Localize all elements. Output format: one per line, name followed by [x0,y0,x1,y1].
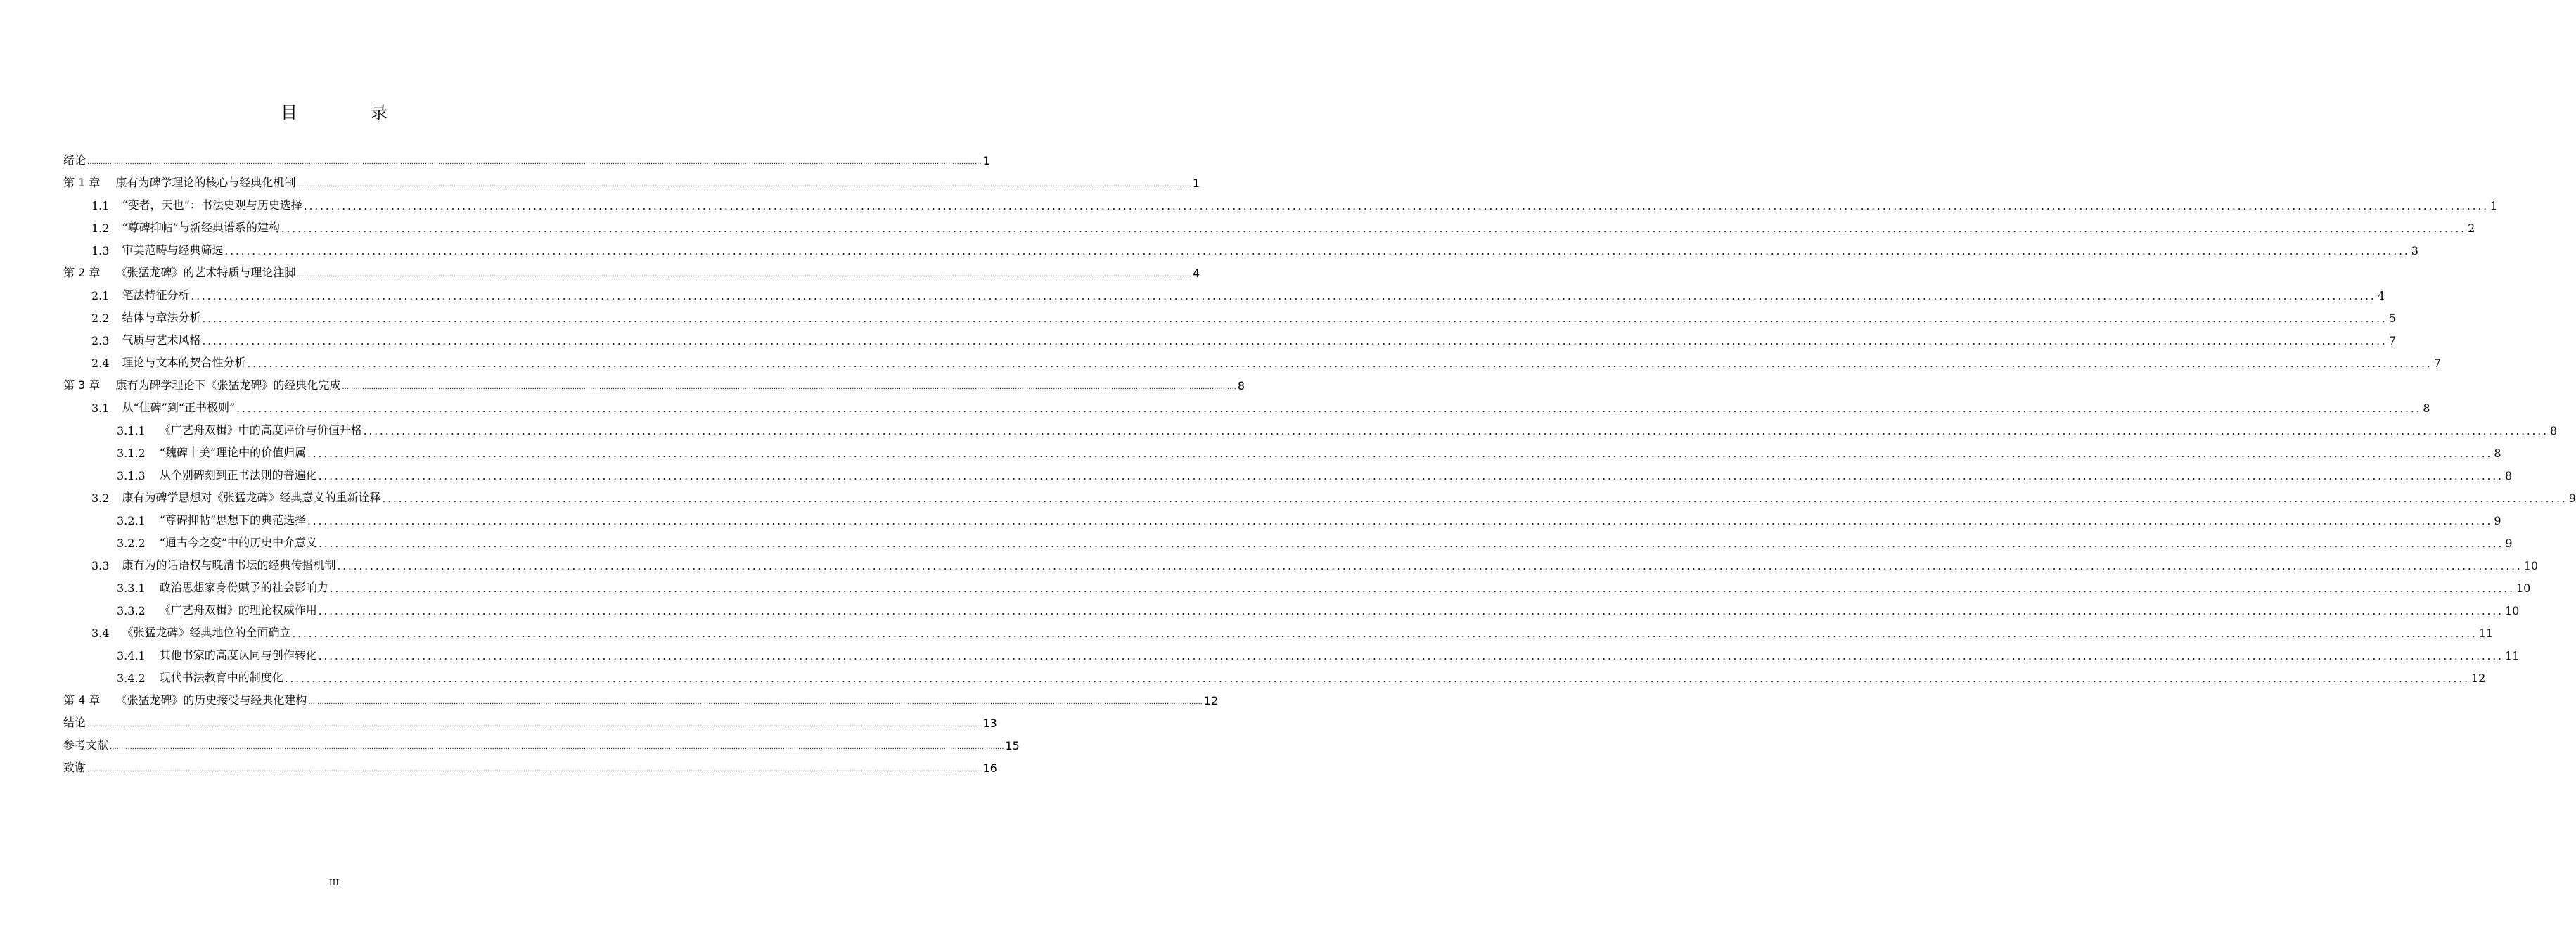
toc-entry-page: 8 [2494,446,2501,460]
toc-entry[interactable] [63,215,2475,238]
toc-entry[interactable] [63,238,2418,260]
toc-entry-number: 3.2.2 [117,536,146,550]
toc-entry-title: 康有为的话语权与晚清书坛的经典传播机制 [122,558,336,572]
toc-entry[interactable] [63,710,997,733]
toc-entry-title: “变者，天也”：书法史观与历史选择 [122,198,302,212]
toc-entry-page: 5 [2388,311,2396,325]
toc-entry-page: 3 [2411,244,2418,257]
toc-entry-number: 1.1 [91,199,110,212]
toc-entry-number: 3.3 [91,559,110,572]
toc-entry[interactable] [63,395,2430,418]
toc-entry-page: 9 [2494,514,2501,527]
toc-entry-page: 1 [2490,199,2498,212]
toc-entry-title: “通古今之变”中的历史中介意义 [159,536,318,549]
toc-entry[interactable] [63,170,1200,193]
dot-leader: ................................................................................................................................................................................................................................................................................................................................................................................................................ [318,650,2504,662]
toc-entry[interactable] [63,305,2396,328]
toc-entry-title: 气质与艺术风格 [122,333,201,347]
toc-entry-title: 《张猛龙碑》的历史接受与经典化建构 [115,693,307,707]
toc-entry-title: 结论 [63,716,86,729]
toc-entry-page: 8 [2504,469,2513,482]
toc-entry-title: 致谢 [63,761,86,774]
toc-entry[interactable] [63,328,2396,350]
dot-leader: ................................................................................................................................................................................................................................................................................................................................................................................................................ [191,290,2376,302]
dot-leader: ................................................................................................................................................................................................................................................................................................................................................................................................................ [363,425,2549,437]
toc-entry-page: 8 [2423,401,2430,415]
toc-entry-title: 《广艺舟双楫》的理论权威作用 [159,603,317,617]
toc-entry-number: 3.2.1 [117,514,146,527]
toc-entry-page: 11 [2478,626,2494,640]
toc-entry[interactable] [63,373,1245,395]
toc-entry-page: 9 [2568,491,2576,505]
toc-entry[interactable] [63,463,2513,485]
dot-leader: ................................................................................................................................................................................................................................................................................................................................................................................................................ [319,537,2504,550]
toc-entry-title: 参考文献 [63,738,109,752]
toc-entry-title: 《张猛龙碑》经典地位的全面确立 [122,626,291,639]
toc-entry-title: 其他书家的高度认同与创作转化 [159,648,317,662]
toc-entry-title: 审美范畴与经典筛选 [122,243,224,257]
toc-entry-title: 康有为碑学思想对《张猛龙碑》经典意义的重新诠释 [122,491,381,504]
toc-entry-page: 1 [982,154,990,167]
toc-entry-number: 第 3 章 [63,378,101,392]
toc-entry[interactable] [63,148,990,170]
toc-entry-title: 理论与文本的契合性分析 [122,356,246,369]
toc-entry[interactable] [63,553,2539,575]
toc-entry[interactable] [63,688,1219,710]
dot-leader: ................................................................................................................................................................................................................................................................................................................................................................................................................ [303,200,2490,212]
toc-entry-title: 政治思想家身份赋予的社会影响力 [159,581,328,594]
toc-entry-page: 11 [2504,649,2520,662]
toc-entry-number: 3.1 [91,401,110,415]
dot-leader: ................................................................................................................................................................................................................................................................................................................................................................................................................ [224,245,2410,257]
toc-entry[interactable] [63,643,2520,665]
dot-leader: ................................................................................................................................................................................................................................................................................................................................................................................................................ [308,698,1203,706]
toc-entry-page: 12 [2471,671,2486,685]
toc-entry-title: “尊碑抑帖”与新经典谱系的建构 [122,221,280,234]
dot-leader: ................................................................................................................................................................................................................................................................................................................................................................................................................ [337,560,2523,572]
dot-leader: ................................................................................................................................................................................................................................................................................................................................................................................................................ [307,515,2493,527]
toc-entry-number: 2.3 [91,334,110,347]
toc-entry-number: 2.2 [91,311,110,325]
toc-entry-page: 7 [2433,356,2441,370]
toc-entry-number: 3.3.2 [117,604,146,617]
toc-entry-number: 第 1 章 [63,176,101,189]
toc-entry-page: 12 [1203,694,1219,707]
toc-entry-number: 3.3.1 [117,581,146,595]
dot-leader: ................................................................................................................................................................................................................................................................................................................................................................................................................ [202,335,2388,347]
toc-entry-page: 10 [2516,581,2531,595]
toc-entry-page: 4 [2377,289,2385,302]
toc-entry-page: 7 [2388,334,2396,347]
dot-leader: ................................................................................................................................................................................................................................................................................................................................................................................................................ [342,383,1236,391]
toc-entry-number: 1.3 [91,244,110,257]
dot-leader: ................................................................................................................................................................................................................................................................................................................................................................................................................ [284,672,2470,685]
toc-entry-page: 8 [1237,379,1245,392]
toc-entry-title: “魏碑十美”理论中的价值归属 [159,446,307,459]
toc-entry-title: 《张猛龙碑》的艺术特质与理论注脚 [115,266,296,279]
dot-leader: ................................................................................................................................................................................................................................................................................................................................................................................................................ [318,605,2504,617]
toc-entry-number: 第 2 章 [63,266,101,279]
toc-entry-title: 绪论 [63,153,86,167]
toc-entry[interactable] [63,418,2558,440]
dot-leader: ................................................................................................................................................................................................................................................................................................................................................................................................................ [236,402,2422,415]
toc-entry-number: 3.4.1 [117,649,146,662]
toc-entry[interactable] [63,598,2520,620]
page-number: III [328,878,340,887]
toc-entry[interactable] [63,733,1020,755]
dot-leader: ................................................................................................................................................................................................................................................................................................................................................................................................................ [87,158,982,166]
toc-entry-title: 从“佳碑”到“正书极则” [122,401,236,414]
toc-entry[interactable] [63,260,1200,283]
toc-entry-title: 康有为碑学理论下《张猛龙碑》的经典化完成 [115,378,341,392]
toc-entry-number: 3.1.1 [117,424,146,437]
toc-entry-number: 2.4 [91,356,110,370]
dot-leader: ................................................................................................................................................................................................................................................................................................................................................................................................................ [87,721,982,728]
toc-entry-page: 16 [982,761,997,775]
toc-entry[interactable] [63,755,997,778]
toc-entry-number: 3.2 [91,491,110,505]
dot-leader: ................................................................................................................................................................................................................................................................................................................................................................................................................ [329,582,2515,595]
dot-leader: ................................................................................................................................................................................................................................................................................................................................................................................................................ [281,222,2467,235]
dot-leader: ................................................................................................................................................................................................................................................................................................................................................................................................................ [247,357,2433,370]
toc-entry-page: 15 [1005,739,1020,752]
toc-entry-page: 2 [2468,221,2475,235]
toc-entry-number: 3.4.2 [117,671,146,685]
toc-entry[interactable] [63,283,2385,305]
toc-entry-number: 第 4 章 [63,693,101,707]
toc-entry-title: 笔法特征分析 [122,288,190,302]
toc-entry-number: 3.1.2 [117,446,146,460]
toc-entry[interactable] [63,575,2531,598]
toc-entry-title: 现代书法教育中的制度化 [159,671,283,684]
dot-leader: ................................................................................................................................................................................................................................................................................................................................................................................................................ [297,271,1191,278]
toc-entry-number: 1.2 [91,221,110,235]
dot-leader: ................................................................................................................................................................................................................................................................................................................................................................................................................ [307,447,2493,460]
toc-entry-page: 9 [2505,536,2513,550]
dot-leader: ................................................................................................................................................................................................................................................................................................................................................................................................................ [297,181,1191,188]
toc-entry-title: 结体与章法分析 [122,311,201,324]
dot-leader: ................................................................................................................................................................................................................................................................................................................................................................................................................ [382,492,2568,505]
dot-leader: ................................................................................................................................................................................................................................................................................................................................................................................................................ [87,766,982,773]
page-title: 目 录 [281,103,416,122]
toc-entry[interactable] [63,620,2494,643]
dot-leader: ................................................................................................................................................................................................................................................................................................................................................................................................................ [292,627,2478,640]
dot-leader: ................................................................................................................................................................................................................................................................................................................................................................................................................ [318,470,2504,482]
toc-entry-title: “尊碑抑帖”思想下的典范选择 [159,513,307,527]
toc-entry[interactable] [63,665,2486,688]
toc-entry-page: 10 [2523,559,2539,572]
toc-entry[interactable] [63,530,2513,553]
toc-entry[interactable] [63,193,2498,215]
dot-leader: ................................................................................................................................................................................................................................................................................................................................................................................................................ [110,743,1004,751]
toc-entry[interactable] [63,440,2501,463]
toc-entry[interactable] [63,508,2501,530]
toc-entry-title: 《广艺舟双楫》中的高度评价与价值升格 [159,423,362,437]
toc-entry-number: 3.1.3 [117,469,146,482]
toc-entry[interactable] [63,485,2576,508]
toc-entry-title: 从个别碑刻到正书法则的普遍化 [159,468,317,482]
toc-entry-page: 1 [1192,176,1200,190]
table-of-contents [63,148,2576,778]
toc-entry[interactable] [63,350,2441,373]
toc-entry-page: 13 [982,716,997,730]
toc-entry-page: 10 [2504,604,2520,617]
toc-entry-page: 8 [2549,424,2558,437]
toc-entry-number: 3.4 [91,626,110,640]
toc-entry-number: 2.1 [91,289,110,302]
dot-leader: ................................................................................................................................................................................................................................................................................................................................................................................................................ [202,312,2388,325]
toc-entry-title: 康有为碑学理论的核心与经典化机制 [115,176,296,189]
toc-entry-page: 4 [1192,266,1200,280]
